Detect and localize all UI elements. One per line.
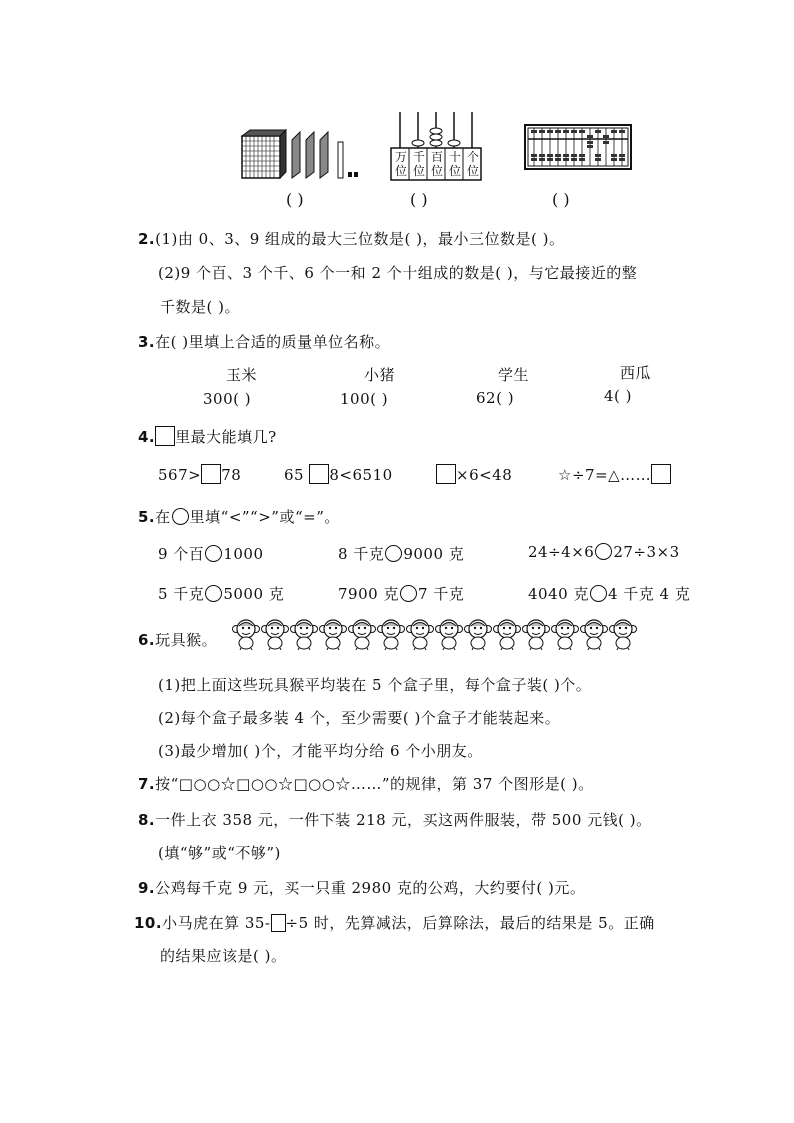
abacus-label-wan: 万 位 [394,150,407,178]
expr-part: 65 [284,466,305,484]
compare-left: 24÷4×6 [528,543,595,561]
compare-item [338,583,464,604]
compare-circle[interactable] [400,585,417,602]
question-2-line2: (2)9 个百、3 个千、6 个一和 2 个十组成的数是( )，与它最接近的整 [158,264,638,282]
question-number: 2. [138,230,156,248]
question-number: 6. [138,631,156,649]
abacus-label-ge: 个 位 [466,150,479,178]
mass-item-name: 玉米 [226,366,258,384]
question-number: 4. [138,428,156,446]
toy-monkey-icon [435,618,463,650]
toy-monkey-icon [377,618,405,650]
question-2-line3: 千数是( )。 [160,298,240,316]
circle-icon [172,508,189,525]
question-4-expr4 [558,464,671,484]
question-9 [138,877,585,898]
mass-item-name: 小猪 [364,366,396,384]
question-10-text-a: 小马虎在算 35- [162,914,271,932]
question-8-text: 一件上衣 358 元，一件下装 218 元，买这两件服装，带 500 元钱( )。 [155,811,652,829]
compare-right: 7 千克 [417,585,465,603]
figure2-answer-blank[interactable]: ( ) [410,190,428,209]
question-number: 10. [134,914,163,932]
toy-monkey-row [232,618,682,654]
compare-circle[interactable] [595,543,612,560]
compare-item [528,583,690,604]
toy-monkey-icon [261,618,289,650]
toy-monkey-icon [232,618,260,650]
mass-item-name: 西瓜 [620,364,652,382]
expr-part: 78 [221,466,242,484]
toy-monkey-icon [493,618,521,650]
answer-box[interactable] [651,464,671,484]
question-4 [138,426,277,447]
toy-monkey-icon [290,618,318,650]
toy-monkey-icon [551,618,579,650]
compare-right: 27÷3×3 [613,543,680,561]
base-ten-blocks-figure [240,128,368,180]
expr-part: ×6<48 [456,466,513,484]
compare-right: 4 千克 4 克 [607,585,691,603]
toy-monkey-icon [464,618,492,650]
question-4-text: 里最大能填几? [175,428,277,446]
compare-right: 5000 克 [223,585,285,603]
base-ten-blocks-icon [240,128,368,180]
compare-left: 7900 克 [338,585,399,603]
toy-monkey-icon [609,618,637,650]
compare-right: 1000 [223,545,264,563]
compare-item [158,543,264,564]
compare-right: 9000 克 [403,545,465,563]
question-3 [138,331,390,352]
question-9-text: 公鸡每千克 9 元，买一只重 2980 克的公鸡，大约要付( )元。 [155,879,586,897]
question-number: 8. [138,811,156,829]
mass-item-value[interactable]: 100( ) [340,390,389,408]
compare-circle[interactable] [385,545,402,562]
expr-part: 8<6510 [329,466,393,484]
question-5-text-b: 里填“<”“>”或“=”。 [189,508,340,526]
question-10-text-b: ÷5 时，先算减法，后算除法，最后的结果是 5。正确 [285,914,655,932]
mass-item-name: 学生 [498,366,530,384]
figure1-answer-blank[interactable]: ( ) [286,190,304,209]
abacus-label-qian: 千 位 [412,150,425,178]
question-5 [138,506,340,527]
question-7-text: 按“□○○☆□○○☆□○○☆……”的规律，第 37 个图形是( )。 [155,775,594,793]
question-6-sub2: (2)每个盒子最多装 4 个，至少需要( )个盒子才能装起来。 [158,709,561,727]
compare-left: 8 千克 [338,545,385,563]
square-box-icon [155,426,175,446]
expr-part: 567> [158,466,202,484]
question-10-line2: 的结果应该是( )。 [160,947,287,965]
answer-box[interactable] [436,464,456,484]
question-4-expr2 [284,464,393,484]
compare-left: 9 个百 [158,545,205,563]
question-number: 7. [138,775,156,793]
compare-item [158,583,284,604]
compare-item [338,543,464,564]
question-8-note: (填“够”或“不够”) [158,844,281,862]
question-7 [138,773,594,794]
compare-item [528,543,680,561]
figure3-answer-blank[interactable]: ( ) [552,190,570,209]
chinese-abacus-figure [524,124,632,170]
answer-box[interactable] [309,464,329,484]
compare-left: 5 千克 [158,585,205,603]
question-4-expr1 [158,464,241,484]
question-2 [138,228,565,249]
question-5-text-a: 在 [155,508,171,526]
question-6-text: 玩具猴。 [155,631,218,649]
question-6 [138,629,217,650]
answer-box[interactable] [271,914,286,932]
compare-circle[interactable] [205,585,222,602]
question-number: 3. [138,333,156,351]
question-3-text: 在( )里填上合适的质量单位名称。 [155,333,391,351]
toy-monkey-icon [580,618,608,650]
toy-monkey-icon [319,618,347,650]
question-8 [138,809,652,830]
compare-left: 4040 克 [528,585,589,603]
question-6-sub1: (1)把上面这些玩具猴平均装在 5 个盒子里，每个盒子装( )个。 [158,676,592,694]
mass-item-value[interactable]: 62( ) [476,389,515,407]
question-number: 9. [138,879,156,897]
place-value-abacus-figure [388,110,488,182]
toy-monkey-icon [522,618,550,650]
chinese-abacus-icon [524,124,632,170]
expr-part: ☆÷7=△…… [558,466,652,484]
abacus-label-shi: 十 位 [448,150,461,178]
compare-circle[interactable] [590,585,607,602]
compare-circle[interactable] [205,545,222,562]
question-number: 5. [138,508,156,526]
question-2-line1: (1)由 0、3、9 组成的最大三位数是( )，最小三位数是( )。 [155,230,565,248]
toy-monkey-icon [348,618,376,650]
toy-monkey-icon [406,618,434,650]
question-6-sub3: (3)最少增加( )个，才能平均分给 6 个小朋友。 [158,742,483,760]
answer-box[interactable] [201,464,221,484]
question-4-expr3 [436,464,512,484]
abacus-label-bai: 百 位 [430,150,443,178]
mass-item-value[interactable]: 300( ) [203,390,252,408]
mass-item-value[interactable]: 4( ) [604,387,633,405]
question-10 [134,912,655,933]
